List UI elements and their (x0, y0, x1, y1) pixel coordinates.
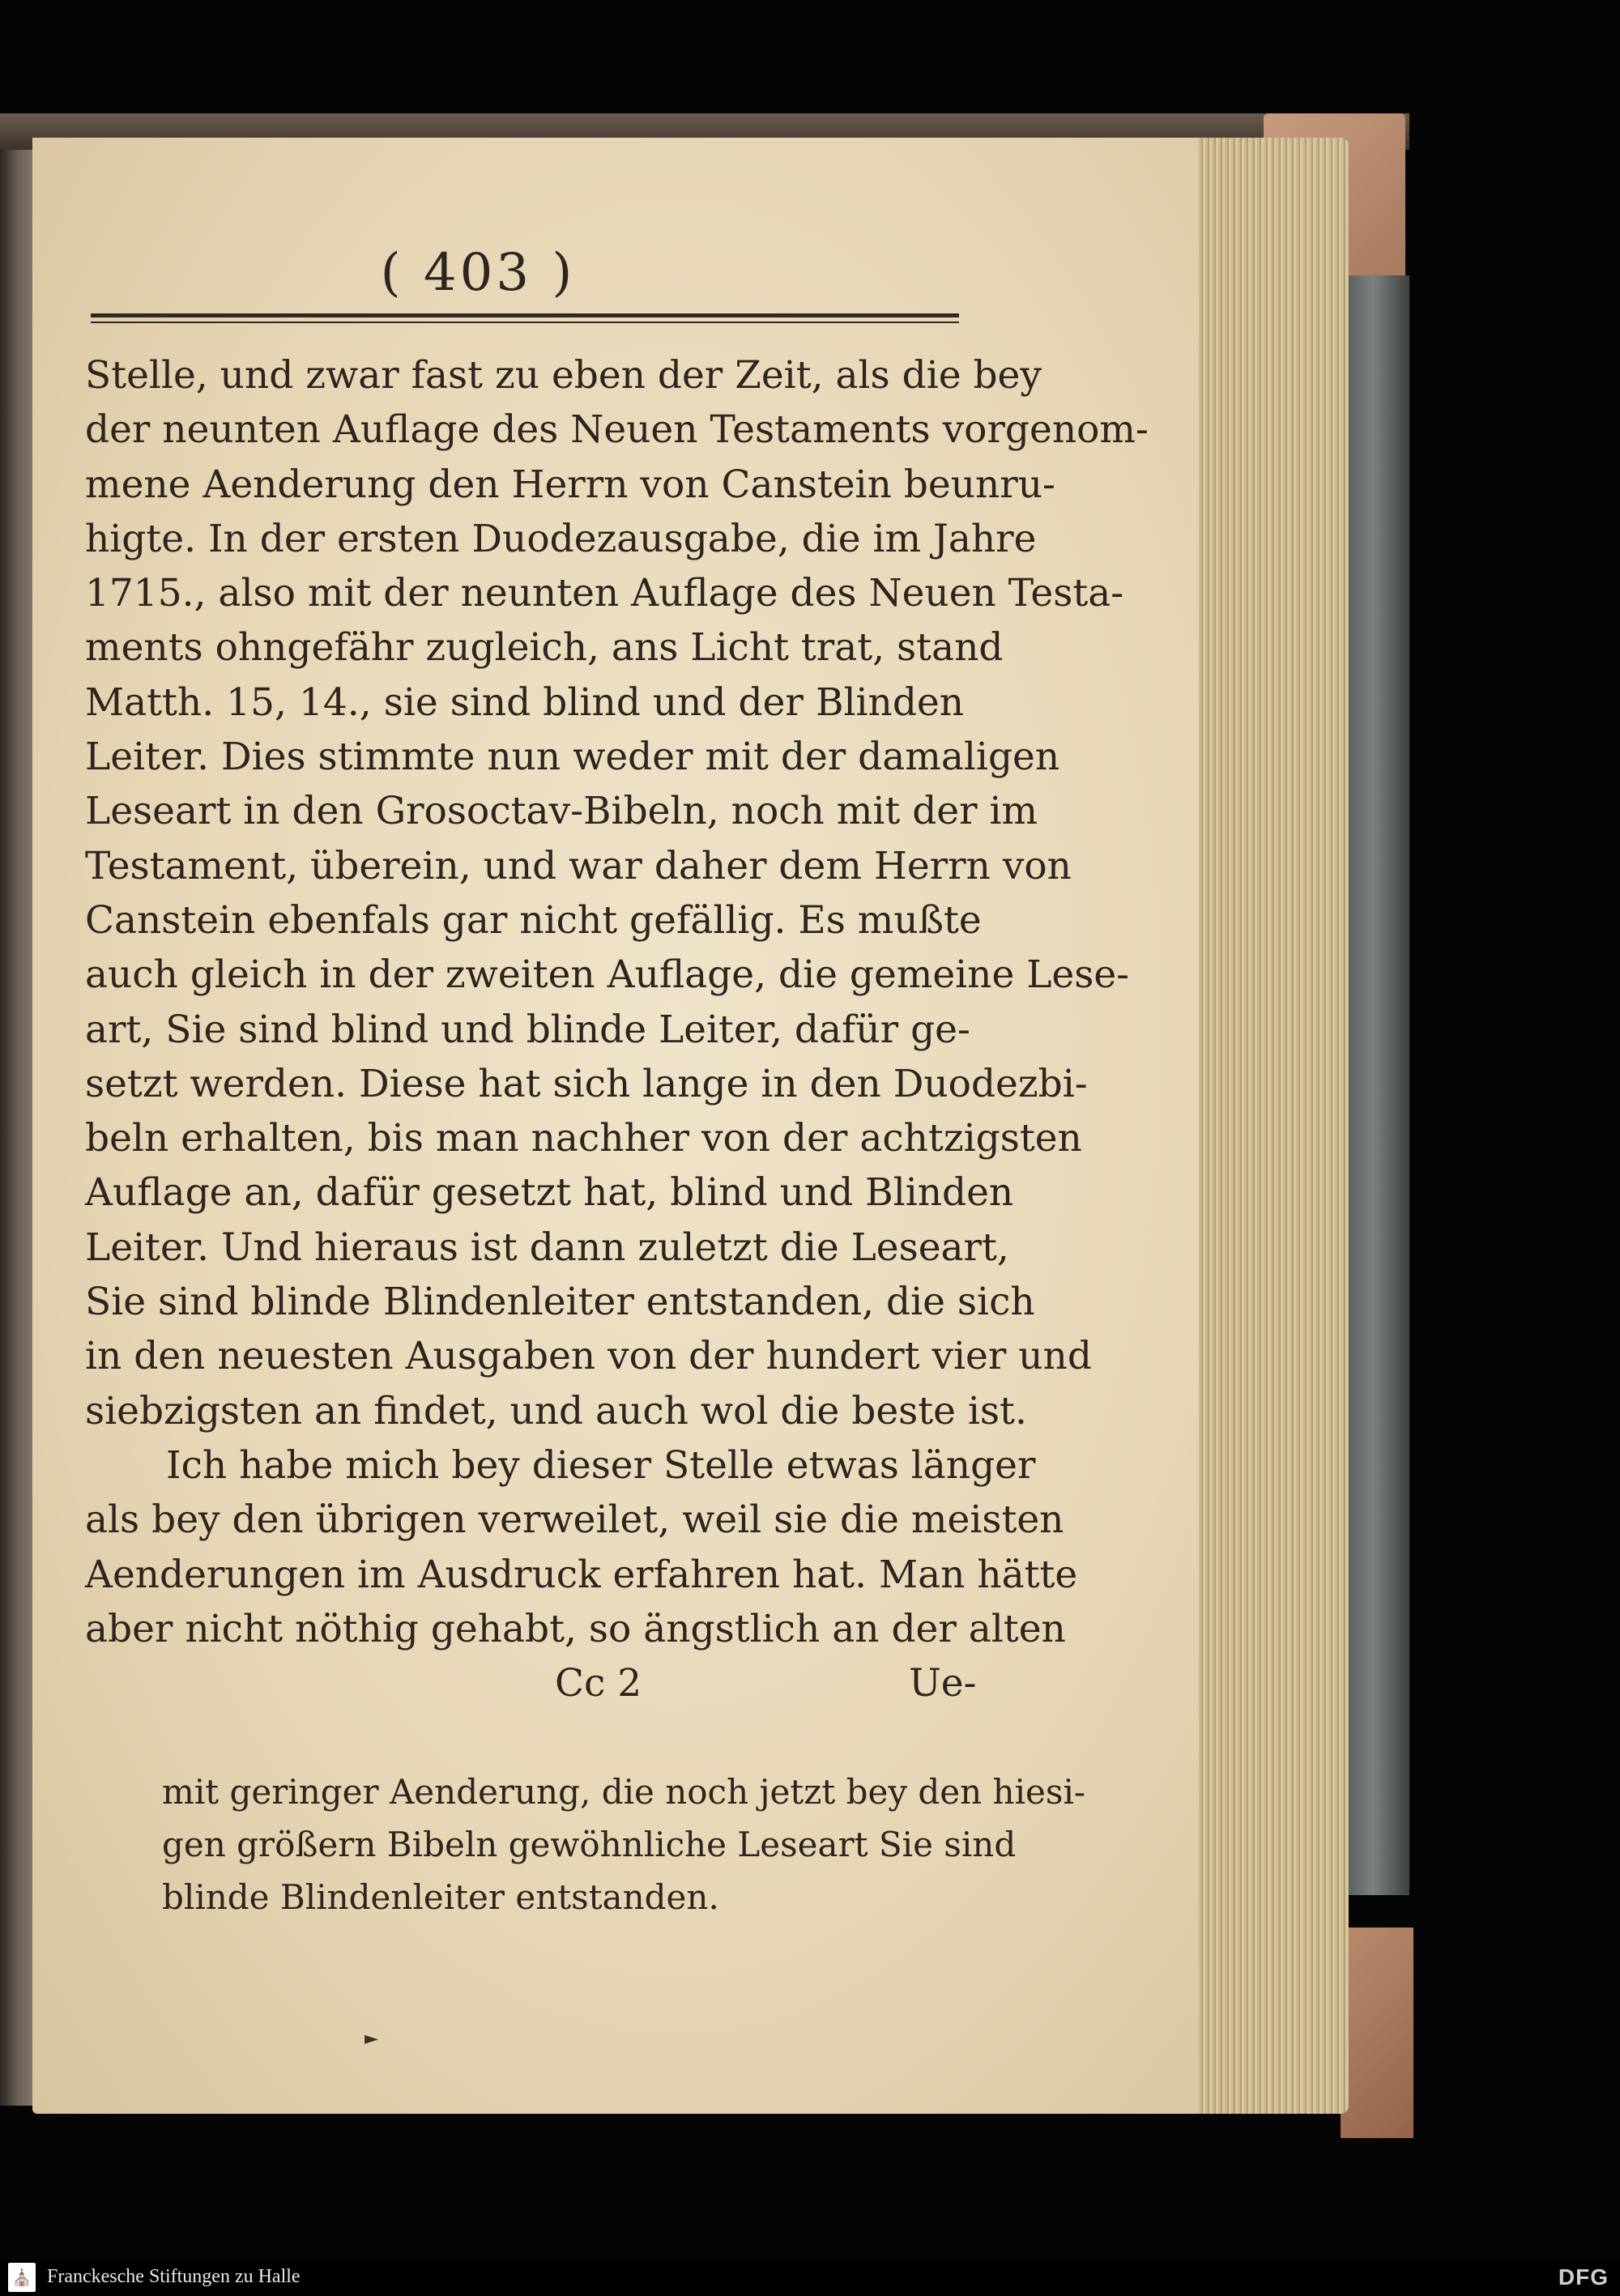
text-line: Sie sind blinde Blindenleiter entstanden, die sich (85, 1280, 1035, 1325)
dfg-logo: DFG (1558, 2264, 1609, 2290)
signature-mark: Cc 2 (555, 1661, 642, 1706)
institution-logo-icon: ⛪ (8, 2263, 36, 2292)
text-line: mene Aenderung den Herrn von Canstein beunru- (85, 462, 1055, 507)
footnote-text (162, 1766, 1086, 1923)
text-line: Auflage an, dafür gesetzt hat, blind und Blinden (85, 1170, 1014, 1216)
header-rule-thick (91, 313, 959, 317)
text-line: aber nicht nöthig gehabt, so ängstlich an der alten (85, 1606, 1066, 1651)
text-line: Matth. 15, 14., sie sind blind und der Blinden (85, 679, 964, 725)
text-line: Canstein ebenfals gar nicht gefällig. Es mußte (85, 897, 982, 943)
text-line: Aenderungen im Ausdruck erfahren hat. Man hätte (85, 1552, 1078, 1597)
footer-bar (0, 2260, 1620, 2296)
text-line: auch gleich in der zweiten Auflage, die gemeine Lese- (85, 952, 1130, 998)
text-line: art, Sie sind blind und blinde Leiter, dafür ge- (85, 1007, 970, 1052)
book-corner-bottom-right (1341, 1928, 1413, 2138)
text-line: ments ohngefähr zugleich, ans Licht trat, stand (85, 625, 1004, 671)
footnote-line: mit geringer Aenderung, die noch jetzt bey den hiesi- (162, 1772, 1086, 1812)
catchword: Ue- (909, 1661, 977, 1706)
printer-mark: ► (364, 2029, 378, 2049)
body-text (85, 348, 1149, 1710)
text-line: der neunten Auflage des Neuen Testaments vorgenom- (85, 407, 1149, 453)
text-line: setzt werden. Diese hat sich lange in den Duodezbi- (85, 1061, 1088, 1106)
text-line: Stelle, und zwar fast zu eben der Zeit, als die bey (85, 353, 1042, 398)
header-rule-thin (91, 322, 959, 323)
text-line: Testament, überein, und war daher dem Herrn von (85, 843, 1072, 888)
signature-line (85, 1656, 977, 1710)
institution-name[interactable]: Franckesche Stiftungen zu Halle (47, 2266, 301, 2287)
text-line: siebzigsten an findet, und auch wol die beste ist. (85, 1388, 1027, 1433)
text-line: beln erhalten, bis man nachher von der achtzigsten (85, 1116, 1082, 1161)
text-line: Leiter. Und hieraus ist dann zuletzt die Leseart, (85, 1225, 1009, 1270)
text-line: in den neuesten Ausgaben von der hundert vier und (85, 1334, 1092, 1379)
footnote-line: gen größern Bibeln gewöhnliche Leseart Sie sind (162, 1825, 1017, 1864)
footnote-line: blinde Blindenleiter entstanden. (162, 1877, 719, 1917)
text-line: Ich habe mich bey dieser Stelle etwas länger (166, 1442, 1036, 1488)
text-line: higte. In der ersten Duodezausgabe, die im Jahre (85, 516, 1037, 561)
book-page (32, 138, 1199, 2114)
text-line: als bey den übrigen verweilet, weil sie die meisten (85, 1497, 1064, 1543)
text-line: 1715., also mit der neunten Auflage des Neuen Testa- (85, 571, 1124, 616)
text-line: Leiter. Dies stimmte nun weder mit der damaligen (85, 735, 1060, 780)
page-number-header: ( 403 ) (380, 243, 576, 303)
text-line: Leseart in den Grosoctav-Bibeln, noch mit der im (85, 789, 1038, 834)
